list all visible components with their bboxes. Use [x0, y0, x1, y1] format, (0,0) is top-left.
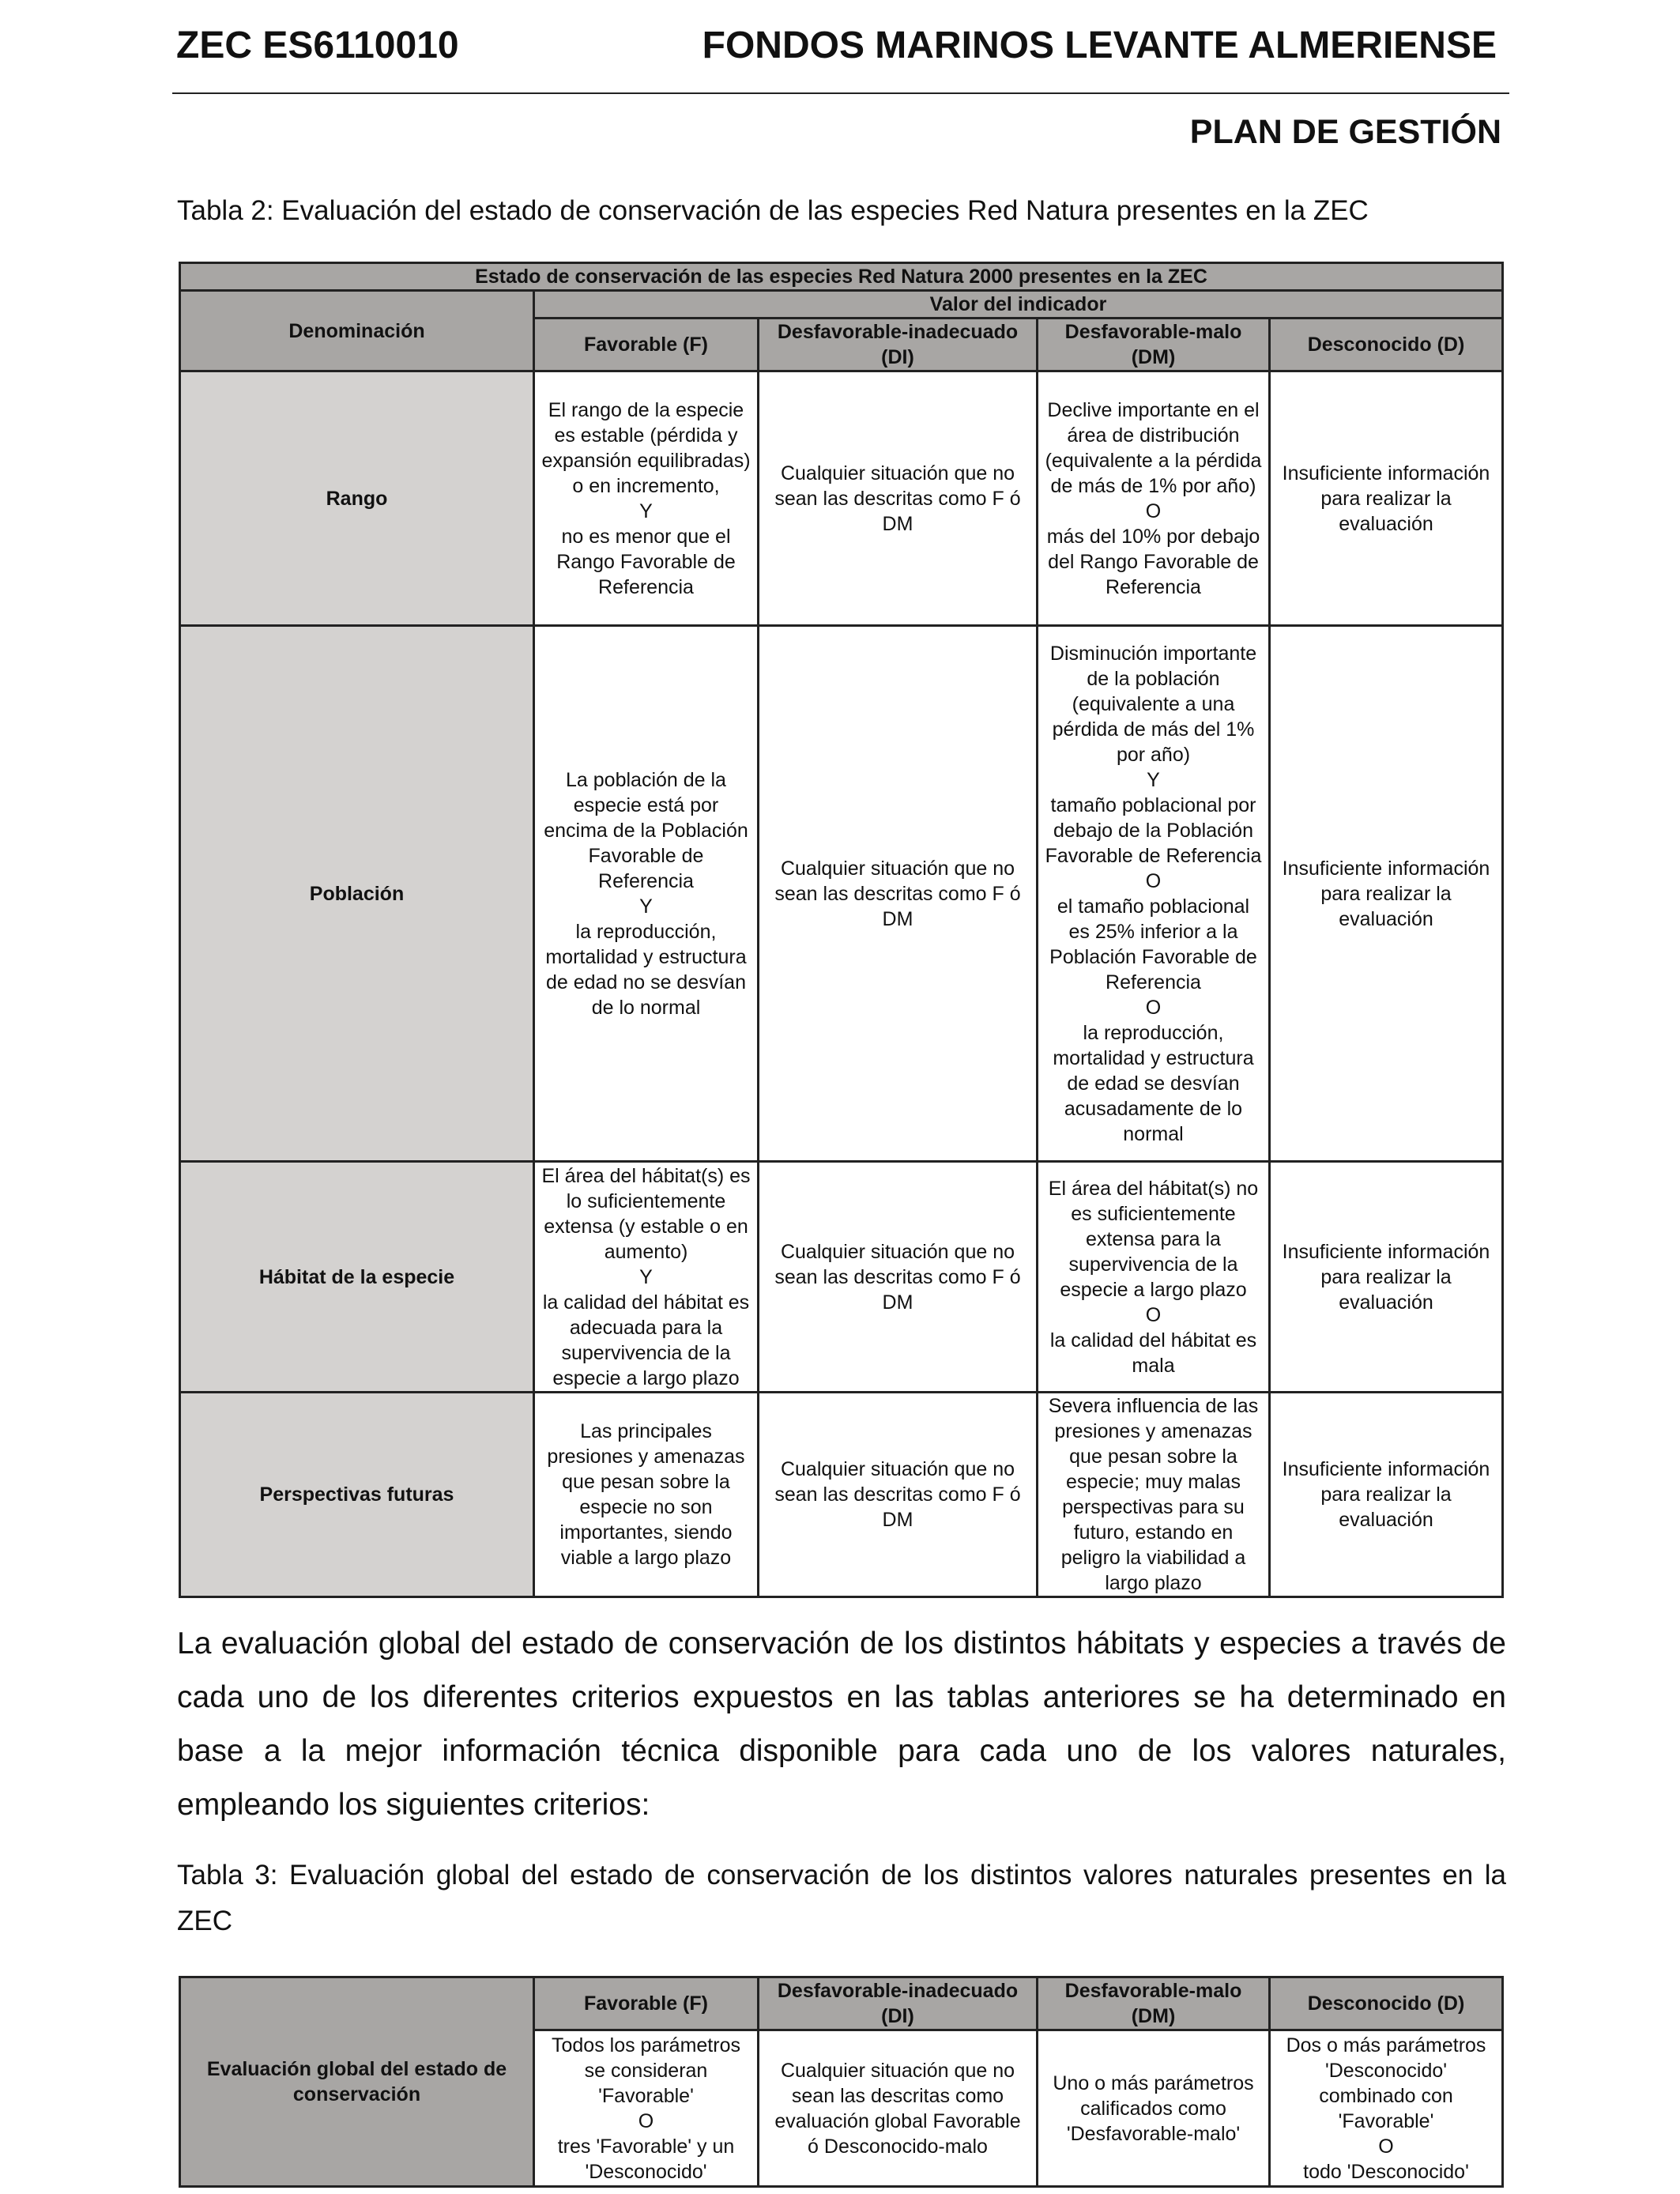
cell-di: Cualquier situación que no sean las descritas como evaluación global Favorable ó Desconocido-malo	[759, 2030, 1038, 2187]
table2-col-di: Desfavorable-inadecuado (DI)	[759, 319, 1038, 371]
cell-dm: Declive importante en el área de distribución (equivalente a la pérdida de más de 1% por año) O más del 10% por debajo del Rango Favorable de Referencia	[1038, 371, 1270, 626]
table3-col-di: Desfavorable-inadecuado (DI)	[759, 1977, 1038, 2030]
table2-caption: Tabla 2: Evaluación del estado de conservación de las especies Red Natura presentes en la ZEC	[177, 195, 1369, 226]
cell-favorable: El área del hábitat(s) es lo suficientemente extensa (y estable o en aumento) Y la calidad del hábitat es adecuada para la supervivencia de la especie a largo plazo	[534, 1162, 759, 1393]
table-row	[180, 1162, 1503, 1393]
row-label-rango: Rango	[180, 371, 534, 626]
table2-title: Estado de conservación de las especies Red Natura 2000 presentes en la ZEC	[180, 263, 1503, 291]
cell-d: Insuficiente información para realizar la evaluación	[1270, 1393, 1503, 1597]
table-row	[180, 1393, 1503, 1597]
table-row	[180, 626, 1503, 1162]
cell-favorable: Todos los parámetros se consideran 'Favorable' O tres 'Favorable' y un 'Desconocido'	[534, 2030, 759, 2187]
document-subtitle: PLAN DE GESTIÓN	[1189, 113, 1501, 151]
cell-d: Insuficiente información para realizar la evaluación	[1270, 626, 1503, 1162]
cell-di: Cualquier situación que no sean las descritas como F ó DM	[759, 1393, 1038, 1597]
table3-caption: Tabla 3: Evaluación global del estado de conservación de los distintos valores naturales presentes en la ZEC	[177, 1860, 1506, 1936]
cell-dm: El área del hábitat(s) no es suficientemente extensa para la supervivencia de la especie a largo plazo O la calidad del hábitat es mala	[1038, 1162, 1270, 1393]
cell-d: Dos o más parámetros 'Desconocido' combinado con 'Favorable' O todo 'Desconocido'	[1270, 2030, 1503, 2187]
cell-di: Cualquier situación que no sean las descritas como F ó DM	[759, 1162, 1038, 1393]
row-label-perspectivas: Perspectivas futuras	[180, 1393, 534, 1597]
header-divider	[172, 92, 1509, 94]
cell-dm: Uno o más parámetros calificados como 'Desfavorable-malo'	[1038, 2030, 1270, 2187]
row-label-habitat: Hábitat de la especie	[180, 1162, 534, 1393]
cell-d: Insuficiente información para realizar la evaluación	[1270, 371, 1503, 626]
table3-col-dm: Desfavorable-malo (DM)	[1038, 1977, 1270, 2030]
table3-col-favorable: Favorable (F)	[534, 1977, 759, 2030]
table3-col-d: Desconocido (D)	[1270, 1977, 1503, 2030]
body-paragraph: La evaluación global del estado de conservación de los distintos hábitats y especies a través de cada uno de los diferentes criterios expuestos en las tablas anteriores se ha determinado en base a la mejor información técnica disponible para cada uno de los valores naturales, empleando los siguientes criterios:	[177, 1627, 1506, 1822]
table2-denomination-header: Denominación	[180, 291, 534, 371]
table2-conservation-species	[179, 262, 1504, 1598]
cell-d: Insuficiente información para realizar la evaluación	[1270, 1162, 1503, 1393]
table2-col-favorable: Favorable (F)	[534, 319, 759, 371]
cell-di: Cualquier situación que no sean las descritas como F ó DM	[759, 371, 1038, 626]
cell-favorable: La población de la especie está por encima de la Población Favorable de Referencia Y la reproducción, mortalidad y estructura de edad no se desvían de lo normal	[534, 626, 759, 1162]
row-label-poblacion: Población	[180, 626, 534, 1162]
cell-dm: Severa influencia de las presiones y amenazas que pesan sobre la especie; muy malas perspectivas para su futuro, estando en peligro la viabilidad a largo plazo	[1038, 1393, 1270, 1597]
table3-row-label: Evaluación global del estado de conservación	[180, 1977, 534, 2187]
table-row	[180, 371, 1503, 626]
cell-dm: Disminución importante de la población (equivalente a una pérdida de más del 1% por año) Y tamaño poblacional por debajo de la Población Favorable de Referencia O el tamaño poblacional es 25% inferior a la Población Favorable de Referencia O la reproducción, mortalidad y estructura de edad se desvían acusadamente de lo normal	[1038, 626, 1270, 1162]
site-name: FONDOS MARINOS LEVANTE ALMERIENSE	[702, 25, 1497, 66]
table2-indicator-header: Valor del indicador	[534, 291, 1503, 319]
cell-di: Cualquier situación que no sean las descritas como F ó DM	[759, 626, 1038, 1162]
cell-favorable: Las principales presiones y amenazas que pesan sobre la especie no son importantes, siendo viable a largo plazo	[534, 1393, 759, 1597]
table2-col-dm: Desfavorable-malo (DM)	[1038, 319, 1270, 371]
cell-favorable: El rango de la especie es estable (pérdida y expansión equilibradas) o en incremento, Y no es menor que el Rango Favorable de Referencia	[534, 371, 759, 626]
table3-global-evaluation	[179, 1976, 1504, 2188]
document-code: ZEC ES6110010	[176, 25, 459, 66]
table2-col-d: Desconocido (D)	[1270, 319, 1503, 371]
